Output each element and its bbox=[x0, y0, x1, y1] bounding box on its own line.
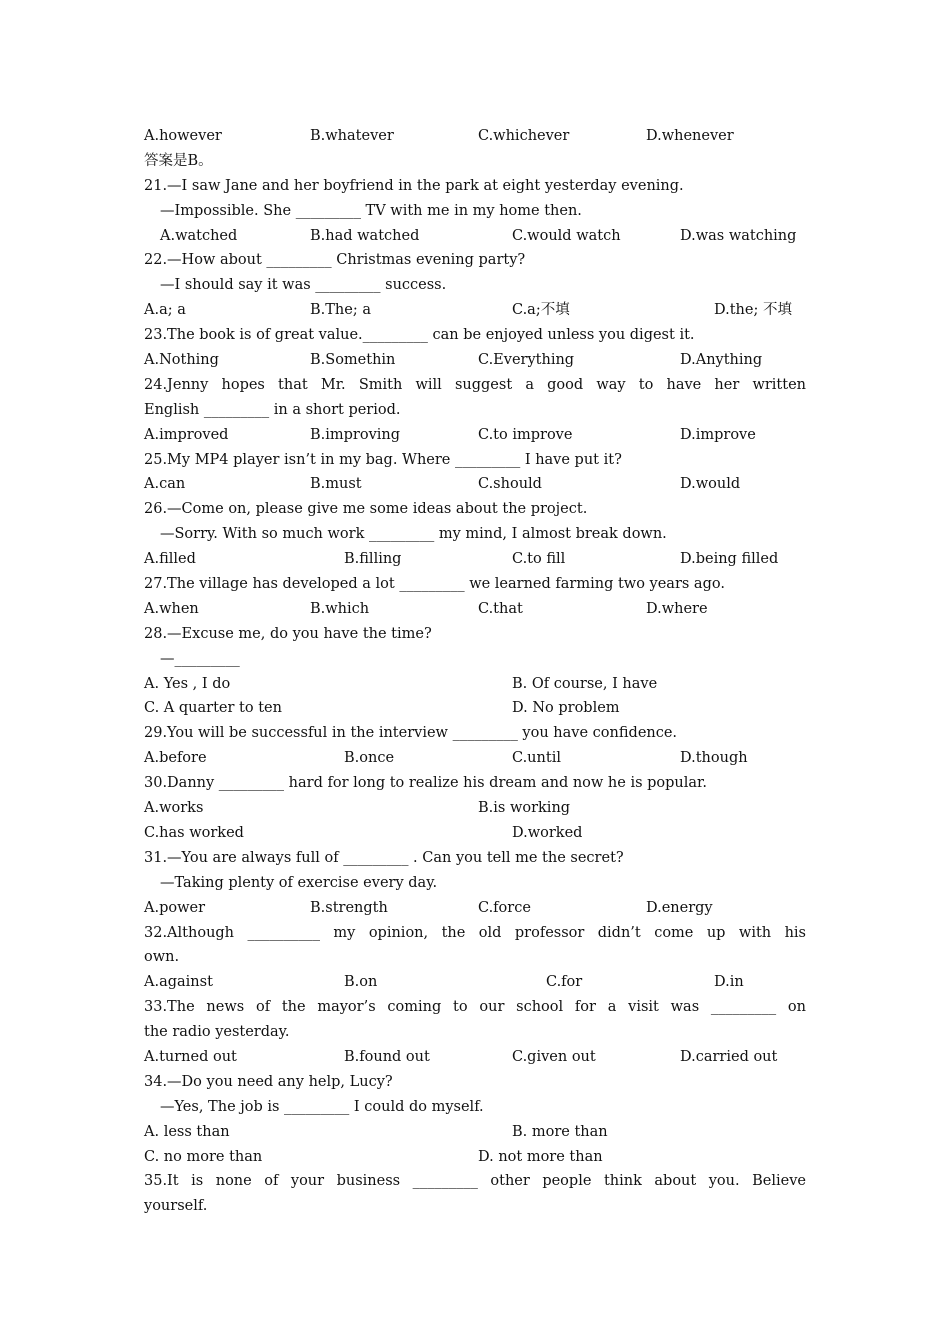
question-line: English _________ in a short period. bbox=[144, 401, 401, 418]
question-line: 25.My MP4 player isn’t in my bag. Where _________ I have put it? bbox=[144, 451, 622, 468]
answer-option: C. no more than bbox=[144, 1148, 263, 1165]
answer-option: C.a;不填 bbox=[512, 302, 570, 319]
question-line: yourself. bbox=[144, 1198, 208, 1215]
answer-option: C.for bbox=[546, 974, 583, 991]
options-row bbox=[144, 1045, 806, 1070]
answer-option: A.a; a bbox=[144, 302, 186, 319]
answer-option: D.Anything bbox=[680, 352, 763, 369]
options-row bbox=[144, 224, 806, 249]
answer-option: B. Of course, I have bbox=[512, 675, 658, 692]
answer-option: D.would bbox=[680, 476, 741, 493]
options-row bbox=[144, 821, 806, 846]
options-row bbox=[144, 547, 806, 572]
options-row bbox=[144, 696, 806, 721]
question-line: —Yes, The job is _________ I could do myself. bbox=[160, 1098, 484, 1115]
question-line: —Impossible. She _________ TV with me in my home then. bbox=[160, 202, 582, 219]
question-line: 33.The news of the mayor’s coming to our school for a visit was _________ on bbox=[144, 999, 806, 1016]
question-line: 29.You will be successful in the interview _________ you have confidence. bbox=[144, 725, 678, 742]
answer-option: A.however bbox=[144, 128, 222, 144]
question-line: —_________ bbox=[160, 650, 240, 667]
answer-option: B.The; a bbox=[310, 302, 371, 319]
question-line: —Taking plenty of exercise every day. bbox=[160, 874, 438, 891]
answer-option: C.given out bbox=[512, 1048, 596, 1065]
question-line: 26.—Come on, please give me some ideas about the project. bbox=[144, 501, 588, 518]
options-row bbox=[144, 597, 806, 622]
question-line: 22.—How about _________ Christmas evening party? bbox=[144, 252, 526, 269]
answer-option: D.being filled bbox=[680, 551, 779, 568]
answer-option: D.where bbox=[646, 600, 708, 617]
answer-option: A.against bbox=[144, 974, 213, 991]
answer-option: B.is working bbox=[478, 800, 571, 817]
question-line: own. bbox=[144, 949, 180, 966]
question-line: —I should say it was _________ success. bbox=[160, 277, 447, 294]
answer-option: A. less than bbox=[144, 1123, 230, 1140]
answer-option: B.had watched bbox=[310, 227, 420, 244]
answer-option: A.turned out bbox=[144, 1048, 237, 1065]
answer-option: D.improve bbox=[680, 426, 756, 443]
options-row bbox=[144, 124, 806, 149]
question-line: 24.Jenny hopes that Mr. Smith will suggest a good way to have her written bbox=[144, 376, 806, 393]
question-line: 35.It is none of your business _________ other people think about you. Believe bbox=[144, 1173, 806, 1190]
answer-option: C.to fill bbox=[512, 551, 566, 568]
question-line: —Sorry. With so much work _________ my mind, I almost break down. bbox=[160, 526, 667, 543]
answer-option: B.once bbox=[344, 750, 395, 767]
answer-option: B.whatever bbox=[310, 128, 394, 144]
answer-option: C.Everything bbox=[478, 352, 575, 369]
answer-option: C.to improve bbox=[478, 426, 573, 443]
answer-option: C.should bbox=[478, 476, 542, 493]
answer-option: A.before bbox=[144, 750, 207, 767]
options-row bbox=[144, 1120, 806, 1145]
question-line: 32.Although __________ my opinion, the old professor didn’t come up with his bbox=[144, 924, 806, 941]
answer-option: D.in bbox=[714, 974, 744, 991]
answer-option: A.power bbox=[144, 899, 206, 916]
answer-option: D.the; 不填 bbox=[714, 302, 792, 319]
answer-option: D.carried out bbox=[680, 1048, 778, 1065]
options-row bbox=[144, 896, 806, 921]
question-line: 答案是B。 bbox=[144, 152, 213, 169]
options-row bbox=[144, 298, 806, 323]
options-row bbox=[144, 423, 806, 448]
answer-option: A.works bbox=[144, 800, 204, 817]
answer-option: D.whenever bbox=[646, 128, 734, 144]
answer-option: B.strength bbox=[310, 899, 388, 916]
answer-option: C.force bbox=[478, 899, 531, 916]
answer-option: C.whichever bbox=[478, 128, 570, 144]
question-line: the radio yesterday. bbox=[144, 1024, 290, 1041]
options-row bbox=[144, 472, 806, 497]
options-row bbox=[144, 746, 806, 771]
answer-option: D.though bbox=[680, 750, 748, 767]
answer-option: B. more than bbox=[512, 1123, 608, 1140]
answer-option: D.was watching bbox=[680, 227, 797, 244]
options-row bbox=[144, 348, 806, 373]
answer-option: B.on bbox=[344, 974, 378, 991]
answer-option: B.filling bbox=[344, 551, 402, 568]
question-line: 31.—You are always full of _________ . Can you tell me the secret? bbox=[144, 849, 624, 866]
answer-option: B.improving bbox=[310, 426, 401, 443]
answer-option: C. A quarter to ten bbox=[144, 700, 282, 717]
question-line: 27.The village has developed a lot _________ we learned farming two years ago. bbox=[144, 576, 725, 593]
answer-option: C.until bbox=[512, 750, 561, 767]
question-line: 30.Danny _________ hard for long to realize his dream and now he is popular. bbox=[144, 775, 708, 792]
options-row bbox=[144, 970, 806, 995]
answer-option: A.Nothing bbox=[144, 352, 219, 369]
answer-option: D. not more than bbox=[478, 1148, 603, 1165]
answer-option: B.found out bbox=[344, 1048, 430, 1065]
answer-option: A.when bbox=[144, 600, 199, 617]
exam-page bbox=[144, 124, 806, 1219]
question-line: 23.The book is of great value._________ can be enjoyed unless you digest it. bbox=[144, 327, 695, 344]
answer-option: D.worked bbox=[512, 824, 583, 841]
answer-option: B.which bbox=[310, 600, 370, 617]
answer-option: A.filled bbox=[144, 551, 196, 568]
question-line: 34.—Do you need any help, Lucy? bbox=[144, 1073, 393, 1090]
answer-option: D. No problem bbox=[512, 700, 620, 717]
answer-option: B.Somethin bbox=[310, 352, 396, 369]
answer-option: D.energy bbox=[646, 899, 713, 916]
question-line: 28.—Excuse me, do you have the time? bbox=[144, 625, 432, 642]
answer-option: C.that bbox=[478, 600, 523, 617]
answer-option: A.watched bbox=[160, 227, 238, 244]
answer-option: A. Yes , I do bbox=[144, 675, 231, 692]
options-row bbox=[144, 1145, 806, 1170]
question-line: 21.—I saw Jane and her boyfriend in the park at eight yesterday evening. bbox=[144, 177, 684, 194]
options-row bbox=[144, 796, 806, 821]
answer-option: C.has worked bbox=[144, 824, 244, 841]
options-row bbox=[144, 672, 806, 697]
answer-option: B.must bbox=[310, 476, 362, 493]
answer-option: A.improved bbox=[144, 426, 229, 443]
answer-option: C.would watch bbox=[512, 227, 621, 244]
answer-option: A.can bbox=[144, 476, 186, 493]
